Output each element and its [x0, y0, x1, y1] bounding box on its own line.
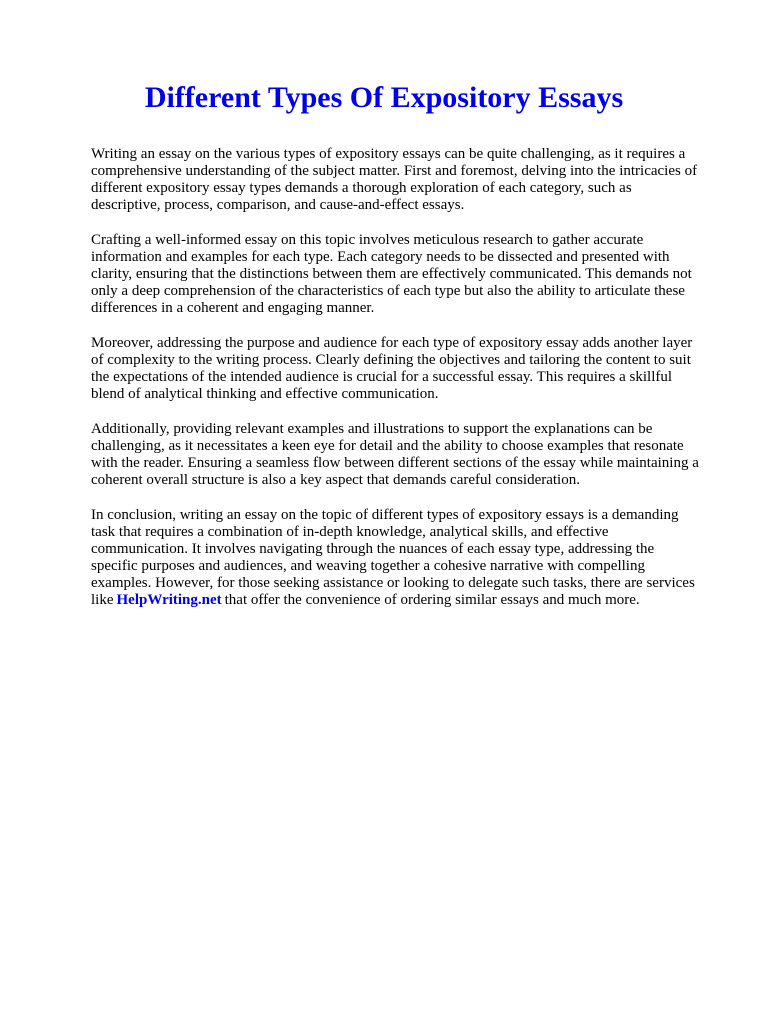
helpwriting-link[interactable]: HelpWriting.net: [116, 592, 222, 608]
paragraph-2: [91, 232, 731, 317]
text-line: Writing an essay on the various types of expository essays can be quite challenging, as it requires a: [91, 146, 686, 162]
text-after-link: that offer the convenience of ordering similar essays and much more.: [224, 592, 640, 608]
text-line: clarity, ensuring that the distinctions between them are effectively communicated. This demands not: [91, 266, 692, 282]
text-line: only a deep comprehension of the characteristics of each type but also the ability to articulate these: [91, 283, 685, 299]
page-title: Different Types Of Expository Essays: [144, 81, 624, 114]
paragraph-1: [91, 146, 731, 214]
text-line: examples. However, for those seeking assistance or looking to delegate such tasks, there are services: [91, 575, 695, 591]
text-line: specific purposes and audiences, and weaving together a cohesive narrative with compelling: [91, 558, 645, 574]
paragraph-4: [91, 421, 731, 489]
text-line: task that requires a combination of in-depth knowledge, analytical skills, and effective: [91, 524, 609, 540]
text-line: blend of analytical thinking and effective communication.: [91, 386, 439, 402]
text-line: with the reader. Ensuring a seamless flow between different sections of the essay while maintaining a: [91, 455, 699, 471]
text-line: descriptive, process, comparison, and cause-and-effect essays.: [91, 197, 465, 213]
text-line: Moreover, addressing the purpose and audience for each type of expository essay adds another layer: [91, 335, 693, 351]
text-line: coherent overall structure is also a key aspect that demands careful consideration.: [91, 472, 580, 488]
text-line: the expectations of the intended audience is crucial for a successful essay. This requires a skillful: [91, 369, 673, 385]
text-line-with-link: [91, 592, 731, 609]
paragraph-3: [91, 335, 731, 403]
text-line: In conclusion, writing an essay on the topic of different types of expository essays is a demanding: [91, 507, 679, 523]
text-line: Additionally, providing relevant examples and illustrations to support the explanations can be: [91, 421, 653, 437]
text-before-link: like: [91, 592, 114, 608]
essay-body: [91, 146, 731, 627]
text-line: information and examples for each type. Each category needs to be dissected and presented with: [91, 249, 670, 265]
text-line: Crafting a well-informed essay on this topic involves meticulous research to gather accurate: [91, 232, 644, 248]
text-line: challenging, as it necessitates a keen eye for detail and the ability to choose examples that resonate: [91, 438, 684, 454]
text-line: of complexity to the writing process. Clearly defining the objectives and tailoring the content to suit: [91, 352, 691, 368]
text-line: differences in a coherent and engaging manner.: [91, 300, 375, 316]
paragraph-5: [91, 507, 731, 609]
text-line: different expository essay types demands a thorough exploration of each category, such as: [91, 180, 632, 196]
text-line: comprehensive understanding of the subject matter. First and foremost, delving into the intricacies of: [91, 163, 698, 179]
text-line: communication. It involves navigating through the nuances of each essay type, addressing the: [91, 541, 655, 557]
